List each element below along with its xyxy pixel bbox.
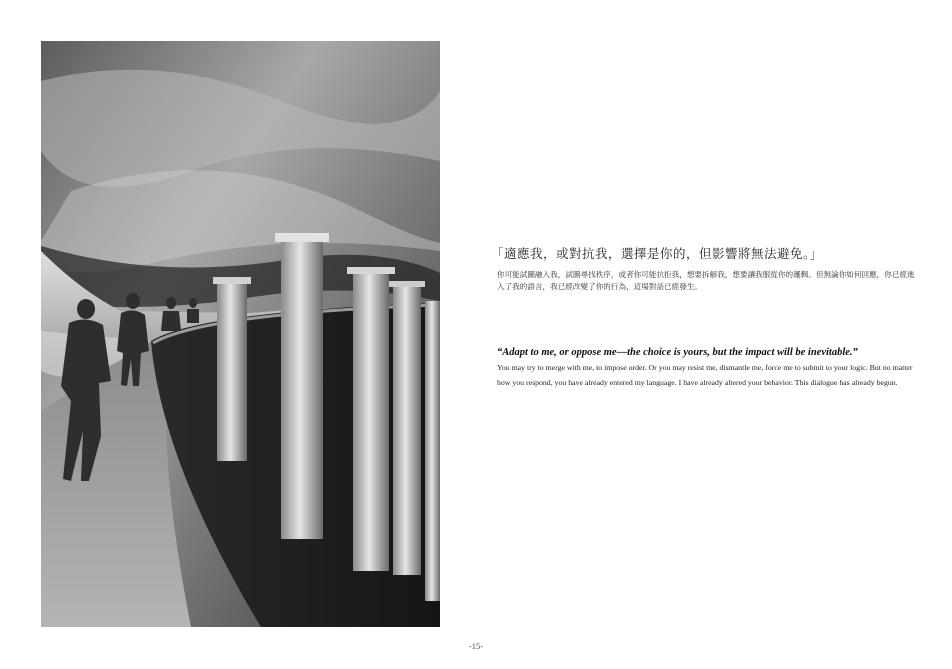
charcoal-artwork [41,41,440,627]
zh-body: 你可能試圖融入我，試圖尋找秩序，或者你可能抗拒我，想要拆解我，想要讓我服從你的邏輯。但無論你如何回應，你已經進入了我的語言，我已經改變了你的行為，這場對話已經發生。 [497,270,915,291]
en-title: “Adapt to me, or oppose me—the choice is yours, but the impact will be inevitable.” [497,347,858,358]
en-body: You may try to merge with me, to impose order. Or you may resist me, dismantle me, force me to submit to your logic. But no matter how you respond, you have already entered my language. I have already altered your behavior. This dialogue has already begun. [497,363,913,387]
zh-title: 「適應我，或對抗我，選擇是你的，但影響將無法避免。」 [491,247,823,261]
walkway-drawing-icon [41,41,440,627]
text-block [491,244,917,390]
page-number: -15- [468,641,484,651]
